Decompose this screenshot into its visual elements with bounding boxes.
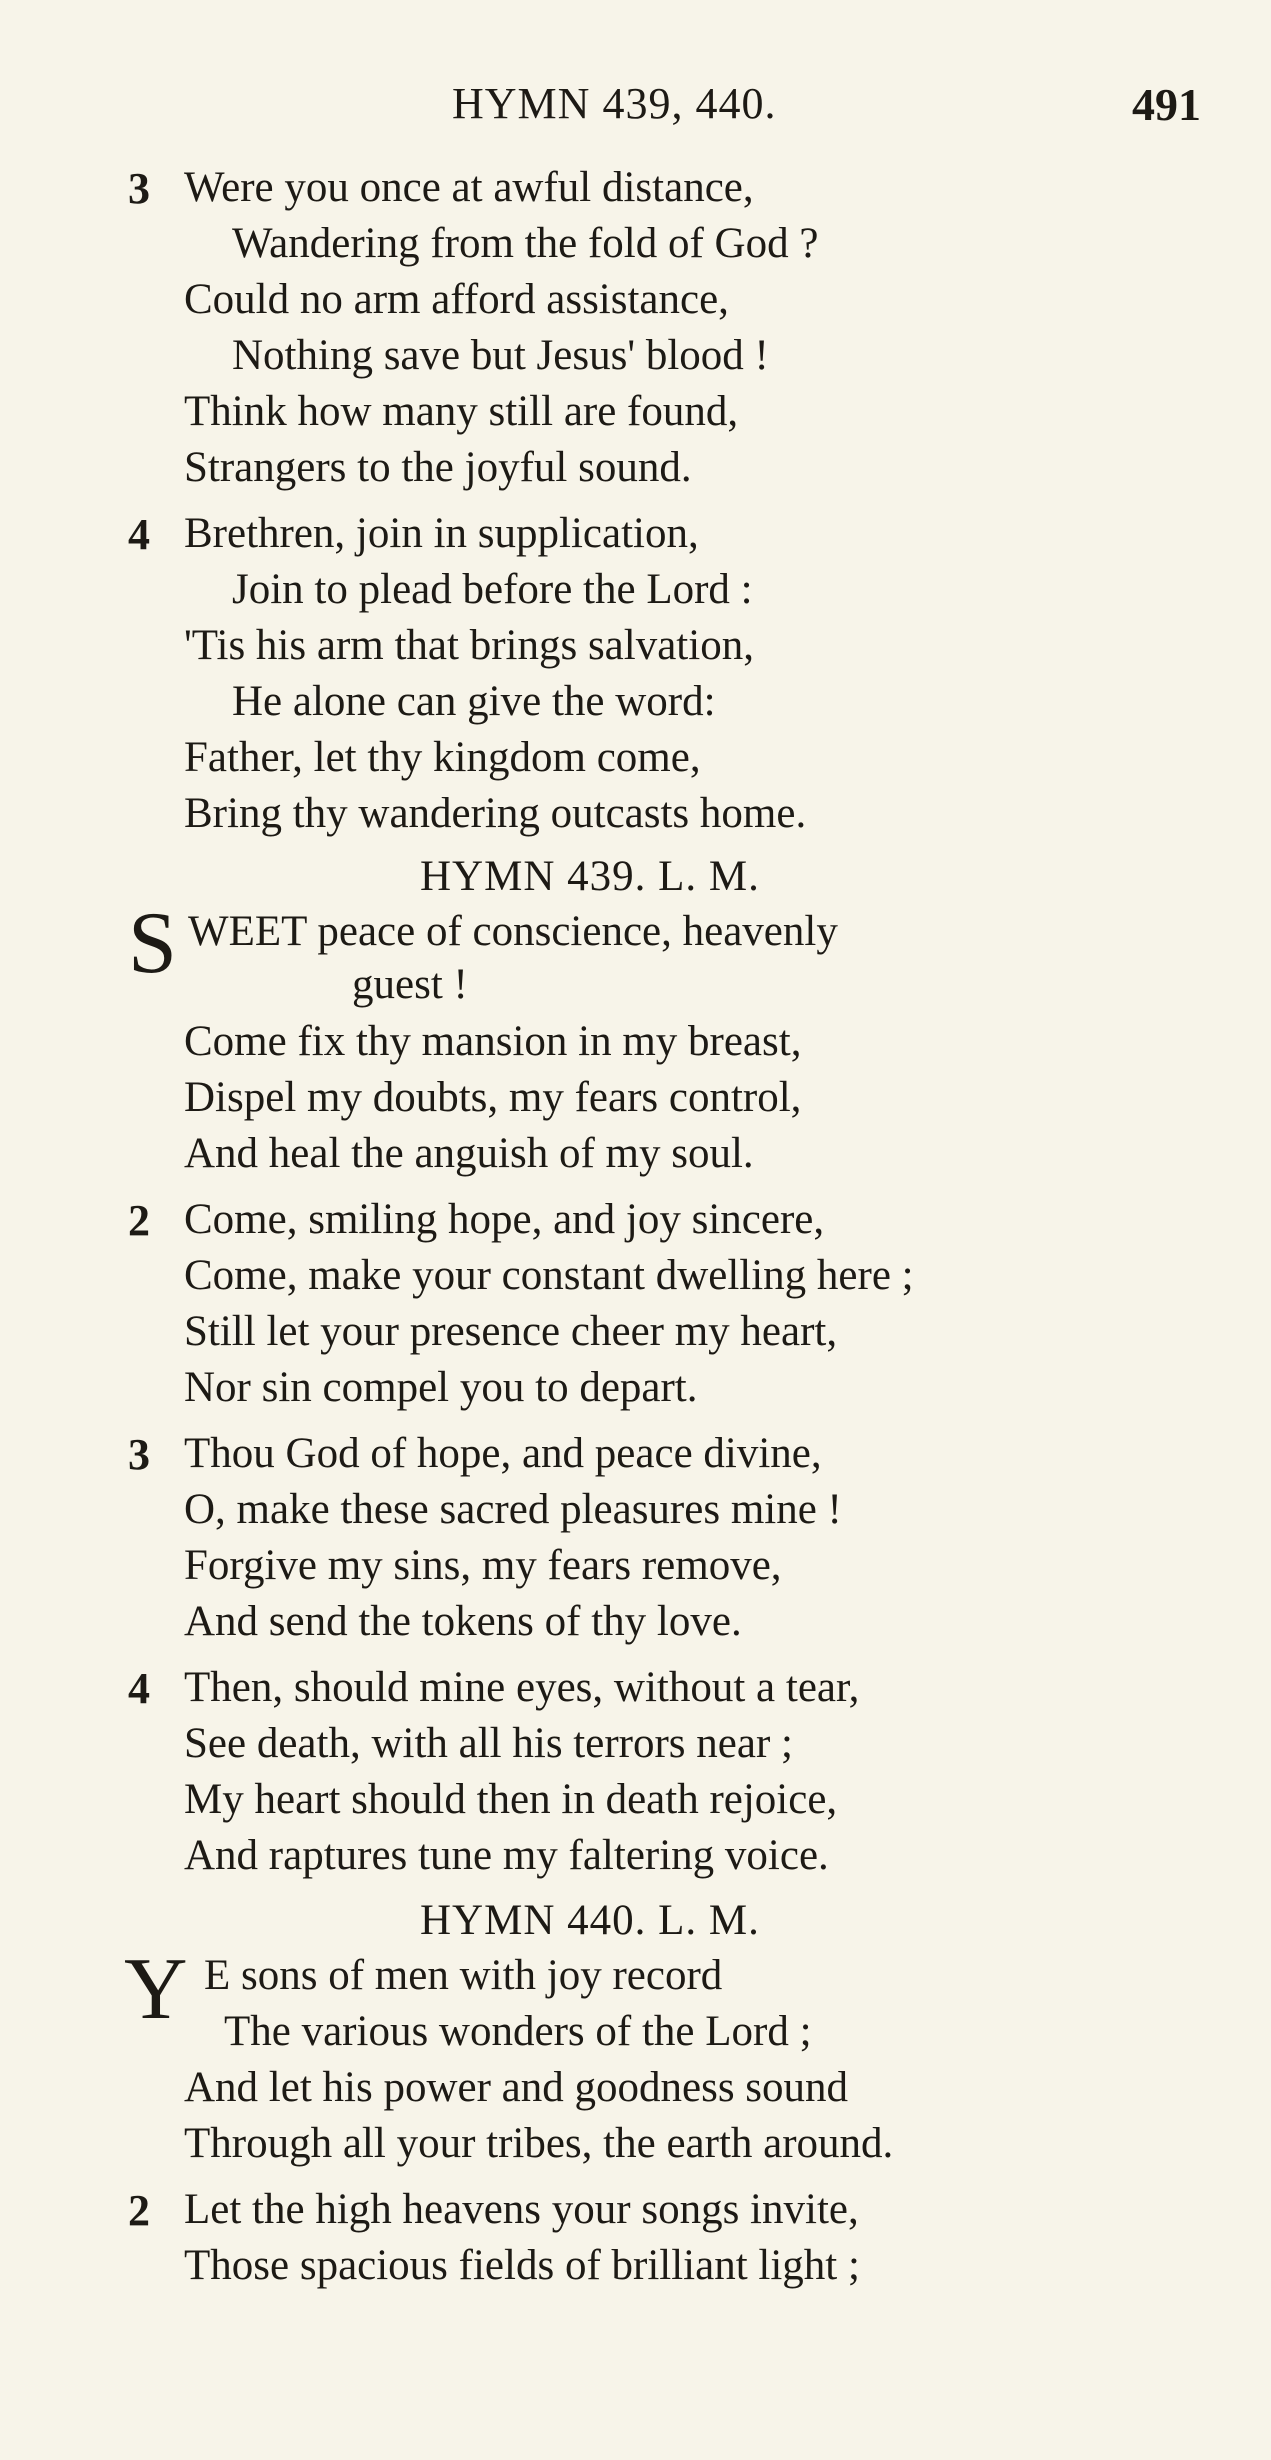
verse-line: And raptures tune my faltering voice. <box>184 1832 829 1879</box>
verse-line: E sons of men with joy record <box>204 1952 723 1999</box>
hymn-440-title: HYMN 440. L. M. <box>420 1897 760 1944</box>
verse-line: See death, with all his terrors near ; <box>184 1720 793 1767</box>
verse-number: 3 <box>128 1430 150 1479</box>
verse-number: 2 <box>128 1196 150 1245</box>
verse-number: 4 <box>128 510 150 559</box>
running-header <box>0 78 1271 138</box>
verse-line: Bring thy wandering outcasts home. <box>184 790 807 837</box>
drop-cap: Y <box>124 1941 188 2038</box>
verse-line: He alone can give the word: <box>232 678 716 725</box>
drop-cap: S <box>128 895 177 992</box>
verse-line: Dispel my doubts, my fears control, <box>184 1074 802 1121</box>
verse-line: Brethren, join in supplication, <box>184 510 699 557</box>
verse-line: Come, make your constant dwelling here ; <box>184 1252 914 1299</box>
verse-line: Father, let thy kingdom come, <box>184 734 701 781</box>
verse-line: Still let your presence cheer my heart, <box>184 1308 838 1355</box>
verse-line: Wandering from the fold of God ? <box>232 220 819 267</box>
verse-line: Then, should mine eyes, without a tear, <box>184 1664 860 1711</box>
verse-line: And heal the anguish of my soul. <box>184 1130 754 1177</box>
verse-line: Think how many still are found, <box>184 388 739 435</box>
verse-line: Nothing save but Jesus' blood ! <box>232 332 769 379</box>
verse-line: And let his power and goodness sound <box>184 2064 849 2111</box>
verse-line: WEET peace of conscience, heavenly <box>188 908 838 955</box>
verse-line: Let the high heavens your songs invite, <box>184 2186 859 2233</box>
running-title: HYMN 439, 440. <box>452 79 777 128</box>
verse-line: guest ! <box>352 961 468 1008</box>
verse-line: Strangers to the joyful sound. <box>184 444 692 491</box>
verse-line: Join to plead before the Lord : <box>232 566 753 613</box>
verse-line: Forgive my sins, my fears remove, <box>184 1542 782 1589</box>
verse-line: Nor sin compel you to depart. <box>184 1364 698 1411</box>
hymn-439-title: HYMN 439. L. M. <box>420 853 760 900</box>
verse-line: 'Tis his arm that brings salvation, <box>184 622 754 669</box>
verse-line: Come, smiling hope, and joy sincere, <box>184 1196 825 1243</box>
verse-number: 2 <box>128 2186 150 2235</box>
verse-line: My heart should then in death rejoice, <box>184 1776 838 1823</box>
verse-number: 4 <box>128 1664 150 1713</box>
verse-line: And send the tokens of thy love. <box>184 1598 742 1645</box>
verse-line: O, make these sacred pleasures mine ! <box>184 1486 842 1533</box>
verse-line: Those spacious fields of brilliant light ; <box>184 2242 860 2289</box>
verse-line: Come fix thy mansion in my breast, <box>184 1018 802 1065</box>
verse-number: 3 <box>128 164 150 213</box>
verse-line: Thou God of hope, and peace divine, <box>184 1430 822 1477</box>
page-number: 491 <box>1132 79 1201 130</box>
verse-line: Through all your tribes, the earth around. <box>184 2120 894 2167</box>
verse-line: Were you once at awful distance, <box>184 164 754 211</box>
verse-line: The various wonders of the Lord ; <box>224 2008 812 2055</box>
verse-line: Could no arm afford assistance, <box>184 276 729 323</box>
